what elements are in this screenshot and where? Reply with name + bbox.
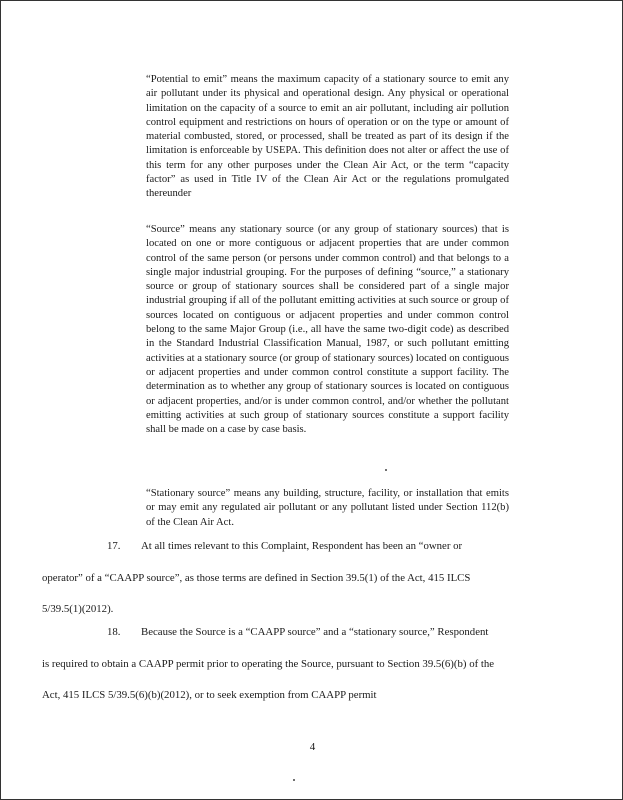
paragraph-17	[42, 531, 512, 626]
definition-potential-to-emit: “Potential to emit” means the maximum capacity of a stationary source to emit any air pollutant under its physical and operational design. Any physical or operational limitation on the capacity of a source to emit an air pollutant, including air pollution control equipment and restrictions on hours of operation or on the type or amount of material combusted, stored, or processed, shall be treated as part of its design if the limitation is enforceable by USEPA. This definition does not alter or affect the use of this term for any other purposes under the Clean Air Act, or the term “capacity factor” as used in Title IV of the Clean Air Act or the regulations promulgated thereunder	[146, 74, 509, 200]
paragraph-continuation: operator” of a “CAAPP source”, as those terms are defined in Section 39.5(1) of the Act, 415 ILCS 5/39.5(1)(2012).	[42, 571, 471, 615]
definition-source: “Source” means any stationary source (or any group of stationary sources) that is located on one or more contiguous or adjacent properties that are under common control of the same person (or persons under common control) and that belongs to a single major industrial grouping. For the purposes of defining “source,” a stationary source or group of stationary sources shall be considered part of a single major industrial grouping if all of the pollutant emitting activities at such source or group of sources located on contiguous or adjacent properties and under common control belong to the same Major Group (i.e., all have the same two-digit code) as described in the Standard Industrial Classification Manual, 1987, or such pollutant emitting activities at a stationary source (or group of stationary sources) located on contiguous or adjacent properties and under common control constitute a support facility. The determination as to whether any group of stationary sources is located on contiguous or adjacent properties, and/or is under common control, and/or whether the pollutant emitting activities at such group of stationary sources constitute a support facility shall be made on a case by case basis.	[146, 224, 509, 436]
scan-speck	[385, 469, 387, 471]
page-number: 4	[309, 741, 316, 753]
definition-stationary-source: “Stationary source” means any building, structure, facility, or installation that emits or may emit any regulated air pollutant or any pollutant listed under Section 112(b) of the Clean Air Act.	[146, 488, 509, 528]
paragraph-continuation: is required to obtain a CAAPP permit prior to operating the Source, pursuant to Section 39.5(6)(b) of the Act, 415 ILCS 5/39.5(6)(b)(2012), or to seek exemption from CAAPP permit	[42, 657, 495, 701]
paragraph-number: 17.	[107, 540, 121, 552]
paragraph-18	[42, 617, 512, 712]
paragraph-first-line: Because the Source is a “CAAPP source” and a “stationary source,” Respondent	[141, 626, 489, 638]
paragraph-first-line: At all times relevant to this Complaint, Respondent has been an “owner or	[141, 540, 463, 552]
paragraph-number: 18.	[107, 626, 121, 638]
scan-speck	[293, 779, 295, 781]
